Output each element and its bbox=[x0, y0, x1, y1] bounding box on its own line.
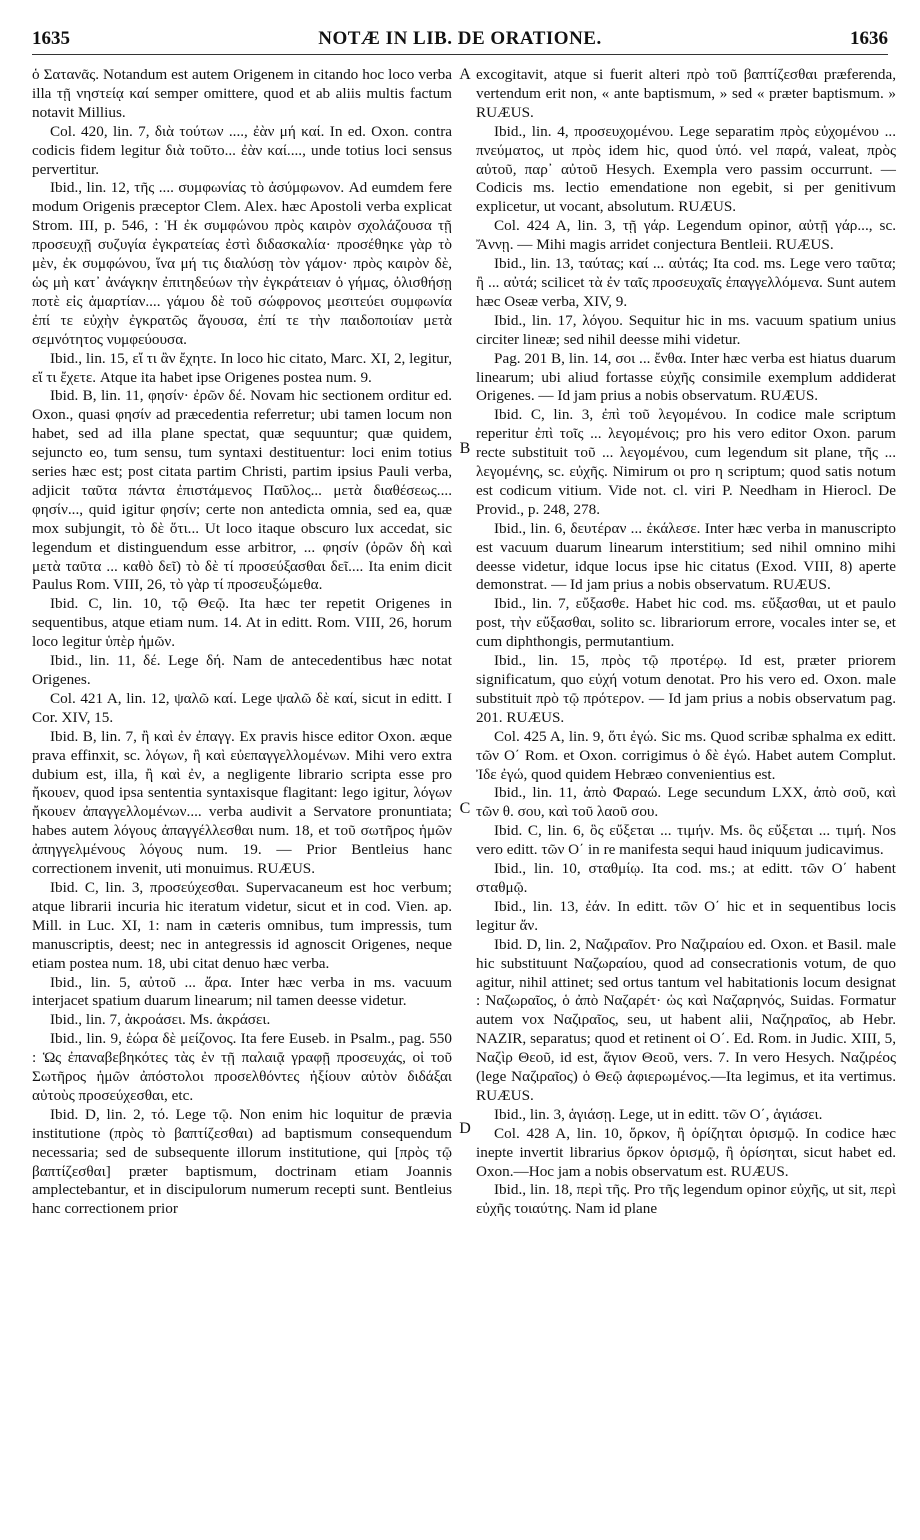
note-paragraph: Ibid. B, lin. 7, ἢ καὶ ἐν ἐπαγγ. Ex pravis hisce editor Oxon. æque prava effinxit, sc. λόγων, ἢ καὶ εὐεπαγγελλομένων. Mihi vero extra dubium est, illa, ἢ καὶ ἐν, a negligente librario scripta esse pro ἤκουεν, quod ipsa sententia syntaxisque flagitant: lego igitur, λόγων ἤκουεν ἀπαγγελλομένων.... verba audivit a Servatore pronuntiata; habes autem λόγους ἀπαγγέλλεσθαι num. 18, et τοῦ σωτῆρος ἡμῶν ἀπηγγελμένους λόγους num. 19. — Prior Bentleius hanc correctionem invenit, uti monuimus. RUÆUS. bbox=[32, 727, 452, 878]
note-paragraph: Ibid., lin. 5, αὐτοῦ ... ἄρα. Inter hæc verba in ms. vacuum interjacet spatium duarum linearum; nil tamen deesse videtur. bbox=[32, 973, 452, 1010]
note-paragraph: Col. 420, lin. 7, διὰ τούτων ...., ἐὰν μή καί. In ed. Oxon. contra codicis fidem legitur διὰ τοῦτο... ἐὰν καί...., unde totius loci sensus pervertitur. bbox=[32, 122, 452, 178]
margin-marker-d: D bbox=[459, 1120, 471, 1137]
note-paragraph: Ibid., lin. 3, ἁγιάσῃ. Lege, ut in editt. τῶν Ο΄, ἁγιάσει. bbox=[494, 1105, 823, 1123]
note-paragraph: Ibid., lin. 7, εὔξασθε. Habet hic cod. ms. εὔξασθαι, ut et paulo post, τὴν εὔξασθαι, solito sc. librariorum errore, vocales inter se, et cum diphthongis, permutantium. bbox=[476, 595, 896, 651]
left-column bbox=[32, 66, 452, 1219]
note-paragraph: Ibid., lin. 6, δευτέραν ... ἐκάλεσε. Inter hæc verba in manuscripto est vacuum duarum linearum interstitium; sed nihil omnino mihi deesse videtur, idque locus ipse hic citatus (Exod. VIII, 8) aperte demonstrat. — Id jam prius a nobis observatum. RUÆUS. bbox=[476, 519, 896, 594]
margin-marker-a: A bbox=[459, 66, 471, 83]
note-paragraph: Ibid. C, lin. 3, ἐπὶ τοῦ λεγομένου. In codice male scriptum reperitur ἐπὶ τοῖς ... λεγομένοις; pro his vero editor Oxon. parum recte substituit τοῦ ... λεγομένου, cum legendum sit plane, τῆς ... λεγομένης, sc. εὐχῆς. Nimirum οι pro η scriptum; quod satis notum est codicum vitium. Vide not. cl. viri P. Needham in Hierocl. De Provid., p. 248, 278. bbox=[476, 406, 896, 518]
running-header bbox=[32, 28, 888, 55]
note-paragraph: Ibid., lin. 12, τῆς .... συμφωνίας τὸ ἀσύμφωνον. Ad eumdem fere modum Origenis præceptor Clem. Alex. hæc Apostoli verba explicat Strom. III, p. 546, : Ἡ ἐκ συμφώνου πρὸς καιρὸν σχολάζουσα τῇ προσευχῇ συζυγία ἐγκρατείας ἐστὶ διδασκαλία· προσέθηκε γὰρ τὸ μὲν, ἐκ συμφώνου, ἵνα μή τις διαλύσῃ τὸν γάμον· πρὸς καιρὸν δὲ, ὡς μὴ κατ᾽ ἀνάγκην ἐπιτηδεύων τὴν ἐγκράτειαν ὁ γήμας, ὀλισθήσῃ ποτὲ εἰς ἁμαρτίαν.... γάμου δὲ τοῦ σώφρονος μεσιτεύει συμφωνία ἐπί τε εὐχὴν ἐγκρατῶς ἄγουσα, ἐπί τε τὴν παιδοποιίαν μετὰ σεμνότητος νυμφεύουσα. bbox=[32, 179, 452, 348]
note-paragraph: Col. 428 A, lin. 10, ὅρκον, ἢ ὁρίζηται ὁρισμῷ. In codice hæc inepte invertit librarius ὅρκον ὁρισμῷ, ἢ ὁρίσηται, sicut habet ed. Oxon.—Hoc jam a nobis observatum est. RUÆUS. bbox=[476, 1124, 896, 1180]
note-paragraph: Ibid., lin. 15, εἴ τι ἂν ἔχητε. In loco hic citato, Marc. XI, 2, legitur, εἴ τι ἔχετε. Atque ita habet ipse Origenes postea num. 9. bbox=[32, 349, 452, 386]
note-paragraph: excogitavit, atque si fuerit alteri πρὸ τοῦ βαπτίζεσθαι præferenda, vertendum erit non, « ante baptismum, » sed « præter baptismum. » RUÆUS. bbox=[476, 66, 896, 121]
note-paragraph: Ibid. C, lin. 3, προσεύχεσθαι. Supervacaneum est hoc verbum; atque librarii incuria hic iteratum videtur, sicut et in cod. Vien. ap. Mill. in Luc. XI, 1: nam in cæteris omnibus, tum impressis, tum manuscriptis, deest; nec in antegressis id agnoscit Origenes, neque etiam postea num. 18, ubi citat denuo hæc verba. bbox=[32, 878, 452, 972]
note-paragraph: Ibid. D, lin. 2, τό. Lege τῷ. Non enim hic loquitur de prævia institutione (πρὸς τὸ βαπτίζεσθαι) ad baptismum consequendum necessaria; sed de subsequente illorum institutione, qui [πρὸς τῷ βαπτίζεσθαι] præter baptismum, doctrinam etiam Joannis amplectebantur, et in discipulorum numerum recepti sunt. Bentleius hanc correctionem prior bbox=[32, 1105, 452, 1218]
note-paragraph: Ibid. C, lin. 6, ὃς εὔξεται ... τιμήν. Ms. ὃς εὔξεται ... τιμή. Nos vero editt. τῶν Ο΄ in re manifesta sequi haud iniquum judicavimus. bbox=[476, 822, 896, 859]
note-paragraph: Ibid., lin. 7, ἀκροάσει. Ms. ἀκράσει. bbox=[50, 1011, 271, 1029]
note-paragraph: Ibid. C, lin. 10, τῷ Θεῷ. Ita hæc ter repetit Origenes in sequentibus, atque etiam num. 14. At in editt. Rom. VIII, 26, horum loco legitur ὑπὲρ ἡμῶν. bbox=[32, 595, 452, 651]
running-title: NOTÆ IN LIB. DE ORATIONE. bbox=[318, 28, 602, 49]
margin-marker-b: B bbox=[459, 440, 471, 457]
note-paragraph: Ibid. D, lin. 2, Ναζιραῖον. Pro Ναζιραίου ed. Oxon. et Basil. male hic substituunt Ναζωραίου, quod ad consecrationis votum, de quo agitur, nihil attinet; sed ortus tantum vel habitationis locum designat : Ναζωραῖος, ὁ ἀπὸ Ναζαρέτ· ὡς καὶ Ναζαρηνός, Suidas. Formatur autem vox Ναζιραῖος, seu, ut habent alii, Ναζηραῖος, ab Hebr. NAZIR, separatus; quod et retinent οἱ Ο΄. Ed. Rom. in Judic. XIII, 5, Ναζὶρ Θεοῦ, id est, ἅγιον Θεοῦ, vers. 7. In vero Hesych. Ναζιρέος (lege Ναζιραῖος) ὁ Θεῷ ἀφιερωμένος.—Ita legimus, et ita vertimus. RUÆUS. bbox=[476, 935, 896, 1104]
note-paragraph: Ibid., lin. 13, ταύτας; καί ... αὐτάς; Ita cod. ms. Lege vero ταῦτα; ἢ ... αὐτά; scilicet τὰ ἐν ταῖς προσευχαῖς ἐπαγγελλόμενα. Sunt autem hæc Oseæ verba, XIV, 9. bbox=[476, 255, 896, 310]
note-paragraph: Ibid., lin. 4, προσευχομένου. Lege separatim πρὸς εὐχομένου ... πνεύματος, ut πρὸς idem hic, quod ὑπό. vel παρά, valeat, πρὸς αὐτοῦ, παρ᾽ αὐτοῦ Hesych. Exempla vero passim occurrunt. — Codicis ms. lectio emendatione non egebit, si per genitivum explicetur, ut vocant, absolutum. RUÆUS. bbox=[476, 122, 896, 216]
right-page-number: 1636 bbox=[850, 28, 888, 49]
note-paragraph: Ibid., lin. 10, σταθμίῳ. Ita cod. ms.; at editt. τῶν Ο΄ habent σταθμῷ. bbox=[476, 860, 896, 896]
note-paragraph: ὁ Σατανᾶς. Notandum est autem Origenem in citando hoc loco verba illa τῇ νηστείᾳ καί semper omittere, quod et ab aliis multis factum notavit Millius. bbox=[32, 66, 452, 121]
note-paragraph: Ibid., lin. 13, ἐάν. In editt. τῶν Ο΄ hic et in sequentibus locis legitur ἄν. bbox=[476, 897, 896, 934]
note-paragraph: Ibid., lin. 11, ἀπὸ Φαραώ. Lege secundum LXX, ἀπὸ σοῦ, καὶ τῶν θ. σου, καὶ τοῦ λαοῦ σου. bbox=[476, 784, 896, 821]
note-paragraph: Ibid., lin. 11, δέ. Lege δή. Nam de antecedentibus hæc notat Origenes. bbox=[32, 652, 452, 688]
margin-marker-c: C bbox=[459, 800, 471, 817]
note-paragraph: Col. 421 A, lin. 12, ψαλῶ καί. Lege ψαλῶ δὲ καί, sicut in editt. I Cor. XIV, 15. bbox=[32, 689, 452, 726]
note-paragraph: Ibid., lin. 18, περὶ τῆς. Pro τῆς legendum opinor εὐχῆς, ut sit, περὶ εὐχῆς τοιαύτης. Nam id plane bbox=[476, 1181, 896, 1218]
left-page-number: 1635 bbox=[32, 28, 70, 49]
note-paragraph: Col. 425 A, lin. 9, ὅτι ἐγώ. Sic ms. Quod scribæ sphalma ex editt. τῶν Ο΄ Rom. et Oxon. corrigimus ὁ δὲ ἐγώ. Habet autem Complut. Ἰδε ἐγώ, quod quidem Hebræo convenientius est. bbox=[476, 727, 896, 783]
note-paragraph: Ibid. B, lin. 11, φησίν· ἐρῶν δέ. Novam hic sectionem orditur ed. Oxon., quasi φησίν ad præcedentia referretur; ubi tamen locum non habet, sed ad illa plane spectat, quæ sequuntur; quæ quidem, sejuncto eo, tum sensu, tum syntaxi destituentur: loci enim totius series hæc est; post citata partim Christi, partim ipsius Pauli verba, adjicit ταῦτα πάντα ἐπιστάμενος Παῦλος... μετὰ διαθέσεως.... φησίν..., quid igitur φησίν; certe non antedicta omnia, sed ea, quæ mox subjungit, τὸ δὲ ὅτι... Ut loco itaque obscuro lux accedat, sic legendum et distinguendum esse arbitror, ... φησίν (ὁρῶν δὴ καὶ μετὰ ταῦτα ... καθὸ δεῖ) τὸ δὲ τί προσεύξασθαι δεῖ.... Ita enim dicit Paulus Rom. VIII, 26, τὸ γὰρ τί προσευξώμεθα. bbox=[32, 387, 452, 594]
right-column bbox=[476, 66, 896, 1219]
note-paragraph: Ibid., lin. 17, λόγου. Sequitur hic in ms. vacuum spatium unius circiter lineæ; sed nihil deesse mihi videtur. bbox=[476, 311, 896, 348]
note-paragraph: Ibid., lin. 15, πρὸς τῷ προτέρῳ. Id est, præter priorem significatum, quo εὐχή votum denotat. Pro his vero ed. Oxon. male substituit πρὸ τῷ πρότερον. — Id jam prius a nobis observatum pag. 201. RUÆUS. bbox=[476, 652, 896, 726]
note-paragraph: Ibid., lin. 9, ἑώρα δὲ μείζονος. Ita fere Euseb. in Psalm., pag. 550 : Ὡς ἐπαναβεβηκότες τὰς ἐν τῇ παλαιᾷ γραφῇ προσευχάς, οἱ τοῦ Σωτῆρος ἡμῶν ἀπόστολοι προσελθόντες ἠξίουν αὐτὸν διδάξαι αὐτοὺς προσεύχεσθαι, etc. bbox=[32, 1030, 452, 1104]
note-paragraph: Pag. 201 B, lin. 14, σοι ... ἔνθα. Inter hæc verba est hiatus duarum linearum; ubi aliud fortasse εὐχῆς consimile exemplum addiderat Origenes. — Id jam prius a nobis observatum. RUÆUS. bbox=[476, 349, 896, 405]
note-paragraph: Col. 424 A, lin. 3, τῇ γάρ. Legendum opinor, αὐτῇ γάρ..., sc. Ἄννῃ. — Mihi magis arridet conjectura Bentleii. RUÆUS. bbox=[476, 217, 896, 254]
